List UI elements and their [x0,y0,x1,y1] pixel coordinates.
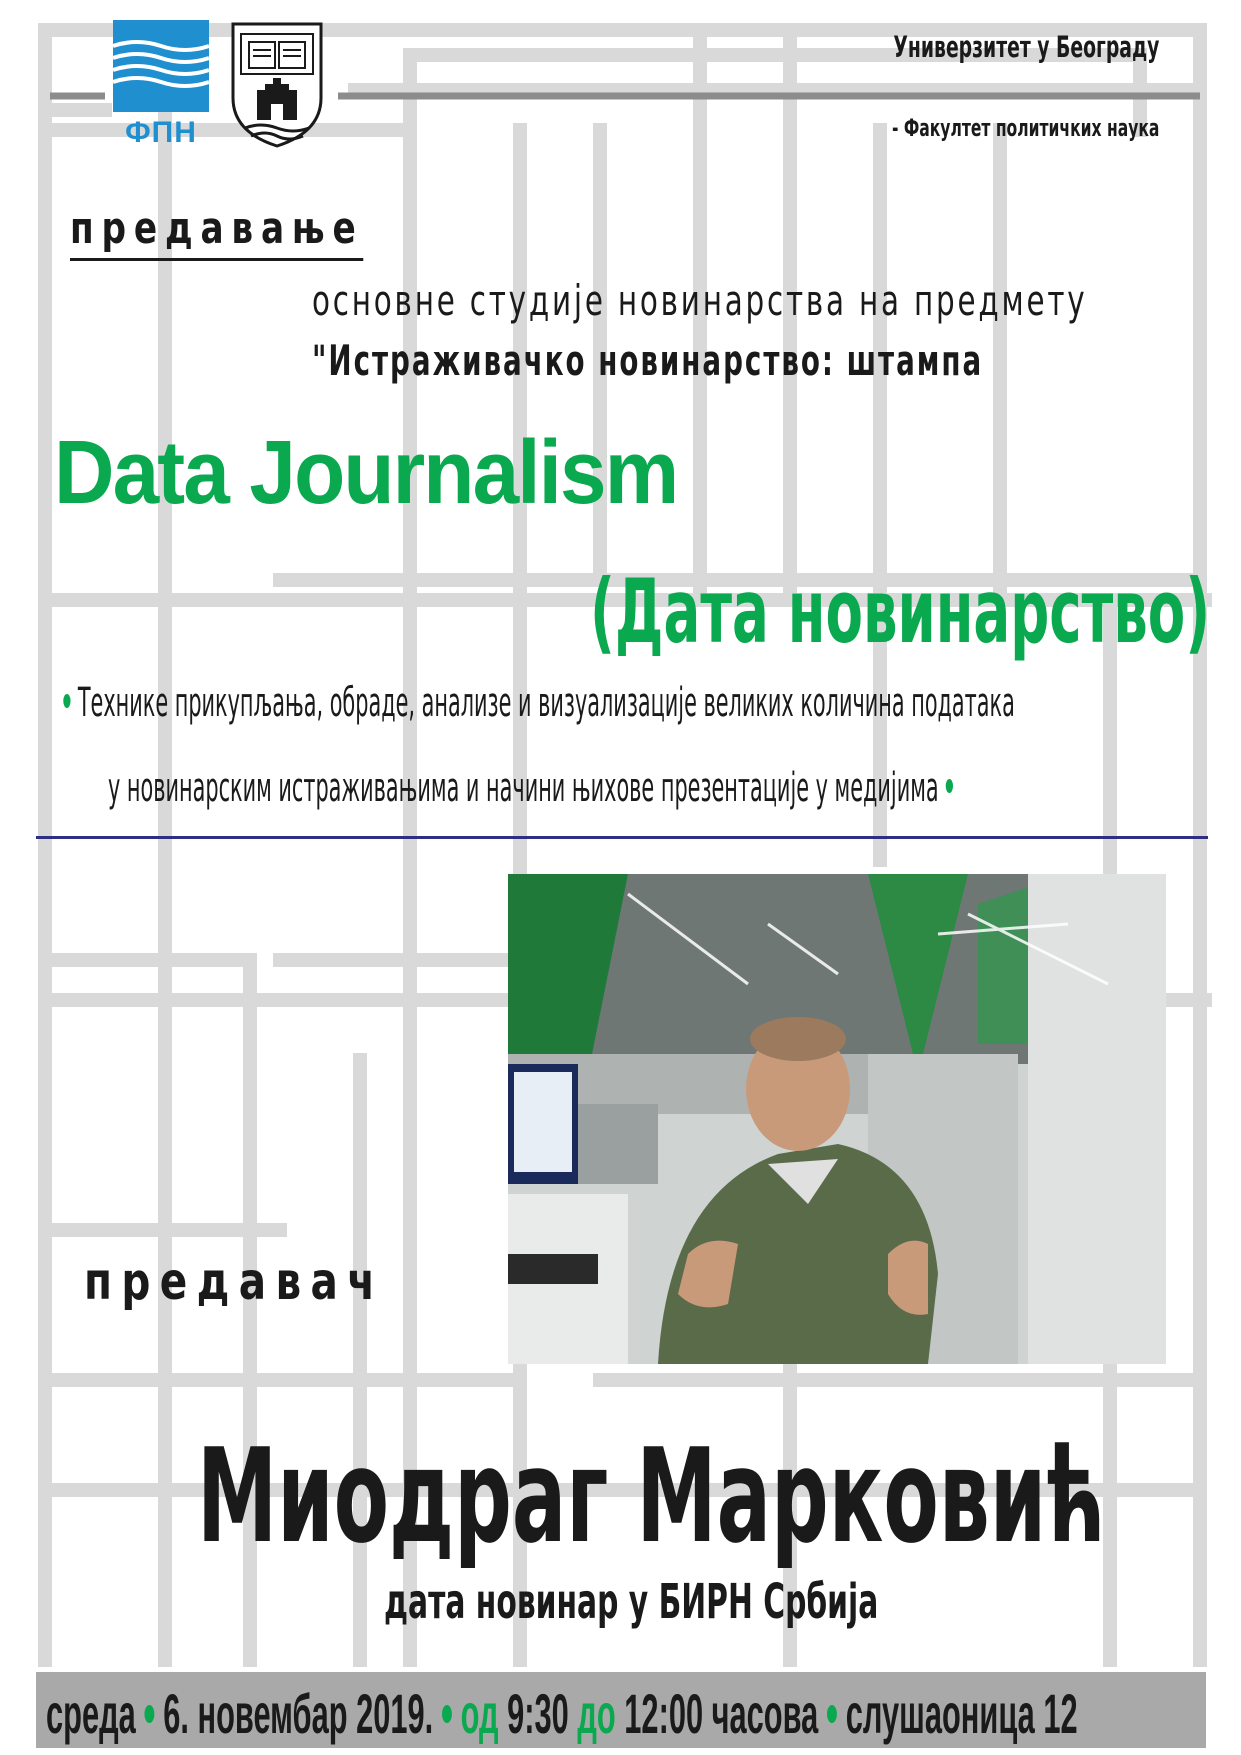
footer-details [46,1681,1078,1746]
fpn-logo-label: ФПН [125,116,197,149]
bullet-dot-icon [827,1705,837,1723]
bullet-dot-icon [63,694,70,708]
faculty-name: - Факултет политичких наука [891,114,1159,142]
bullet-dot-icon [442,1705,452,1723]
context-line-1: основне студије новинарства на предмету [312,276,1088,325]
event-title-sr: (Дата новинарство) [590,560,1211,663]
bullet-dot-icon [145,1705,155,1723]
from-label: од [460,1682,499,1745]
context-line-2: "Истраживачко новинарство: штампа [312,336,984,385]
description-line-1 [56,680,1015,726]
bullet-dot-icon [946,779,953,793]
start-time: 9:30 [507,1682,569,1745]
belgrade-university-crest-icon [227,20,327,148]
lecturer-name: Миодраг Марковић [197,1420,1106,1572]
end-time: 12:00 часова [624,1682,819,1745]
lecturer-role: дата новинар у БИРН Србија [384,1574,879,1630]
to-label: до [577,1682,616,1745]
waves-icon [113,36,209,96]
event-day: среда [46,1682,136,1745]
fpn-logo [113,20,209,148]
section-divider [36,836,1208,839]
lecturer-photo [508,874,1166,1364]
event-date: 6. новембар 2019. [163,1682,434,1745]
description-text-1: Технике прикупљања, обраде, анализе и визуализације великих количина података [77,680,1015,726]
lecturer-label: предавач [84,1252,385,1312]
description-line-2 [108,765,961,811]
description-text-2: у новинарским истраживањима и начини њихове презентације у медијима [108,765,939,811]
event-room: слушаоница 12 [845,1682,1078,1745]
university-name: Универзитет у Београду [893,30,1159,64]
event-title-en: Data Journalism [54,423,678,523]
event-type-label: предавање [70,200,364,261]
